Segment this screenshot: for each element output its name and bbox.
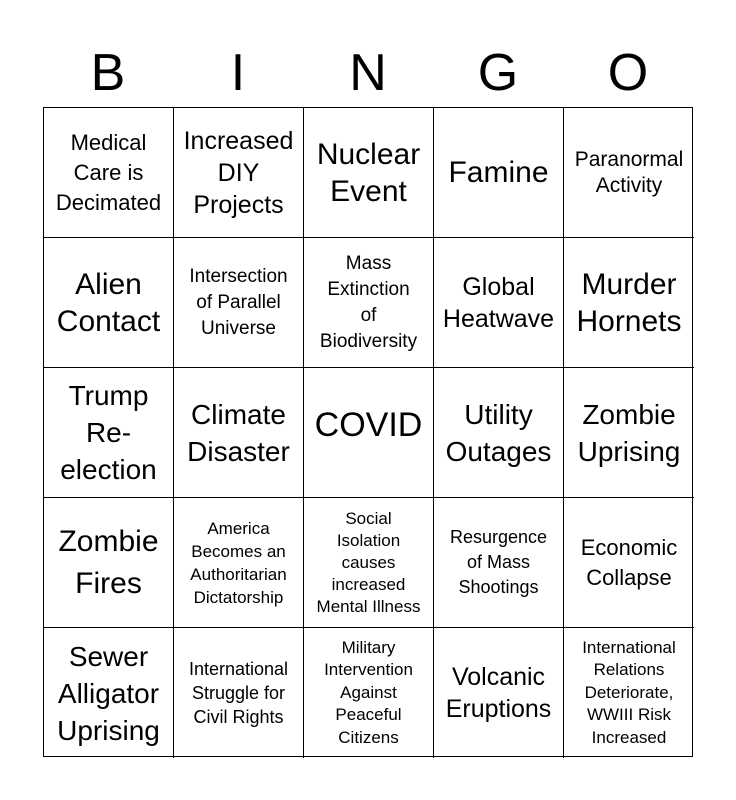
- bingo-cell[interactable]: [44, 238, 174, 368]
- bingo-cell[interactable]: [434, 238, 564, 368]
- bingo-cell[interactable]: [304, 498, 434, 628]
- bingo-cell[interactable]: [434, 108, 564, 238]
- bingo-board: [43, 107, 693, 757]
- header-letter-g: G: [477, 44, 519, 102]
- cell-text: International Struggle for Civil Rights: [188, 659, 289, 727]
- bingo-cell[interactable]: [304, 238, 434, 368]
- header-letter-o: O: [607, 44, 649, 102]
- cell-text: Murder Hornets: [576, 267, 682, 338]
- bingo-cell[interactable]: [174, 108, 304, 238]
- bingo-cell[interactable]: [434, 628, 564, 758]
- bingo-cell[interactable]: [564, 498, 694, 628]
- cell-text: Resurgence of Mass Shootings: [449, 527, 548, 597]
- cell-text: Alien Contact: [56, 267, 161, 338]
- cell-text: Intersection of Parallel Universe: [189, 265, 288, 339]
- cell-text: Trump Re- election: [60, 380, 157, 485]
- cell-text: Medical Care is Decimated: [55, 129, 162, 215]
- cell-text: Economic Collapse: [580, 534, 678, 590]
- bingo-cell[interactable]: [44, 498, 174, 628]
- bingo-cell[interactable]: [564, 628, 694, 758]
- bingo-cell[interactable]: [174, 628, 304, 758]
- bingo-cell[interactable]: [304, 108, 434, 238]
- bingo-cell[interactable]: [174, 238, 304, 368]
- bingo-cell[interactable]: [174, 368, 304, 498]
- cell-text: Global Heatwave: [442, 272, 555, 333]
- cell-text: Paranormal Activity: [574, 147, 684, 197]
- bingo-header: [43, 40, 693, 106]
- bingo-cell[interactable]: [174, 498, 304, 628]
- bingo-cell[interactable]: [564, 368, 694, 498]
- bingo-cell[interactable]: [44, 628, 174, 758]
- cell-text: Sewer Alligator Uprising: [57, 640, 160, 746]
- bingo-cell[interactable]: [44, 368, 174, 498]
- cell-text: Mass Extinction of Biodiversity: [319, 252, 418, 352]
- cell-text: Utility Outages: [445, 398, 552, 467]
- cell-text: International Relations Deteriorate, WWIII Risk Increased: [582, 637, 676, 747]
- bingo-cell[interactable]: [44, 108, 174, 238]
- bingo-cell[interactable]: [564, 238, 694, 368]
- cell-text: Volcanic Eruptions: [445, 663, 552, 723]
- cell-text: Nuclear Event: [316, 137, 421, 208]
- cell-text: Famine: [448, 156, 549, 189]
- bingo-cell[interactable]: [434, 368, 564, 498]
- bingo-cell[interactable]: [304, 368, 434, 498]
- bingo-cell[interactable]: [304, 628, 434, 758]
- cell-text: Military Intervention Against Peaceful Citizens: [324, 637, 413, 747]
- cell-text: Increased DIY Projects: [183, 126, 294, 219]
- bingo-cell[interactable]: [564, 108, 694, 238]
- header-letter-i: I: [230, 44, 246, 102]
- bingo-cell[interactable]: [434, 498, 564, 628]
- cell-text: Zombie Uprising: [577, 398, 681, 467]
- cell-text: Social Isolation causes increased Mental Illness: [316, 508, 421, 616]
- header-letter-b: B: [90, 44, 126, 102]
- cell-text: Zombie Fires: [58, 524, 159, 600]
- cell-text: COVID: [314, 405, 423, 444]
- cell-text: Climate Disaster: [187, 398, 290, 467]
- header-letter-n: N: [349, 44, 387, 102]
- cell-text: America Becomes an Authoritarian Dictatorship: [190, 518, 287, 607]
